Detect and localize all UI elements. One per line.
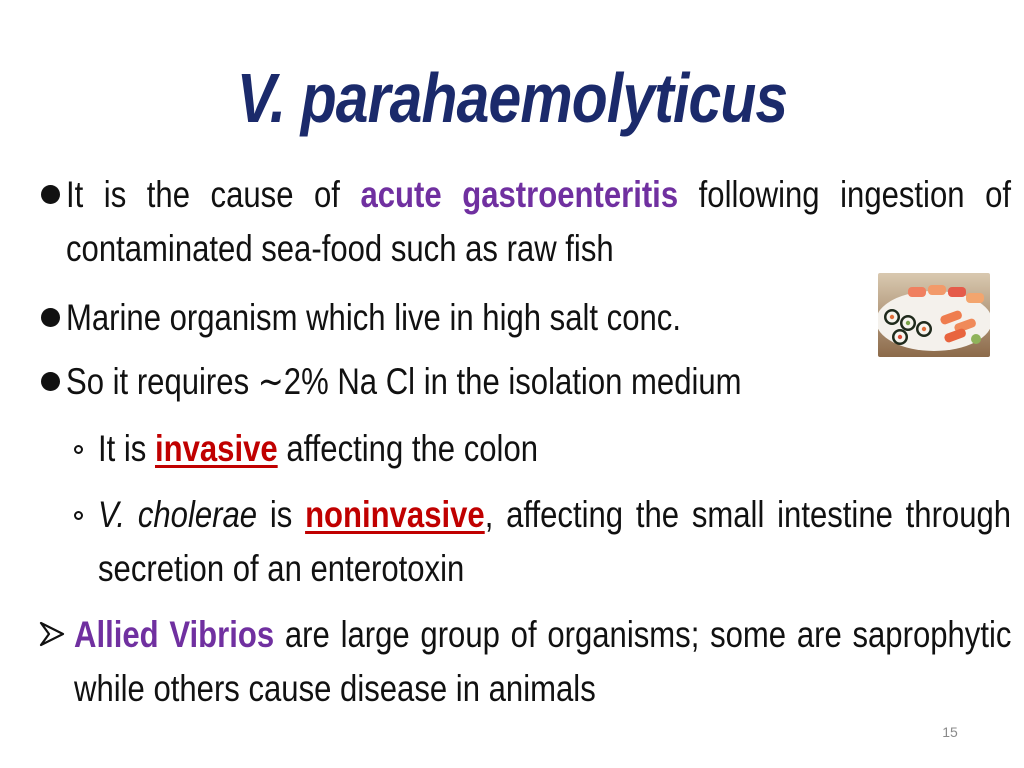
sub-bullet-2-species: V. cholerae	[98, 494, 258, 535]
sub-bullet-2-text-end: , affecting the small intestine through secretion of an enterotoxin	[98, 494, 1012, 589]
sushi-photo	[878, 273, 990, 357]
sub-bullet-ring-icon	[74, 511, 83, 520]
arrow-bullet-icon	[38, 620, 66, 648]
sub-bullet-ring-icon	[74, 445, 83, 454]
bullet-2-text: Marine organism which live in high salt conc.	[66, 297, 681, 338]
bullet-2	[66, 291, 1011, 345]
bullet-dot-icon	[41, 308, 60, 327]
sub-bullet-2-highlight: noninvasive	[305, 494, 485, 535]
sub-bullet-1-text-end: affecting the colon	[277, 428, 539, 469]
sub-bullet-1-text-start: It is	[98, 428, 155, 469]
arrow-bullet-highlight: Allied Vibrios	[74, 614, 275, 655]
arrow-bullet-text: are large group of organisms; some are saprophytic while others cause disease in animals	[74, 614, 1012, 709]
sub-bullet-1-highlight: invasive	[154, 428, 278, 469]
sub-bullet-2	[98, 488, 1011, 596]
sub-bullet-2-text-start: is	[257, 494, 306, 535]
slide-title: V. parahaemolyticus	[236, 59, 788, 137]
bullet-1-highlight: acute gastroenteritis	[360, 174, 679, 215]
page-number: 15	[942, 724, 958, 740]
sushi-photo-icon	[878, 273, 990, 357]
bullet-1-text-start: It is the cause of	[66, 174, 361, 215]
bullet-1-text-end: following ingestion of contaminated sea-food such as raw fish	[66, 174, 1011, 269]
bullet-3-text: So it requires ∼2% Na Cl in the isolation medium	[66, 361, 742, 402]
bullet-3	[66, 355, 1011, 409]
arrow-bullet	[74, 608, 1011, 716]
bullet-1	[66, 168, 1011, 276]
sub-bullet-1	[98, 422, 1011, 476]
bullet-dot-icon	[41, 372, 60, 391]
bullet-dot-icon	[41, 185, 60, 204]
